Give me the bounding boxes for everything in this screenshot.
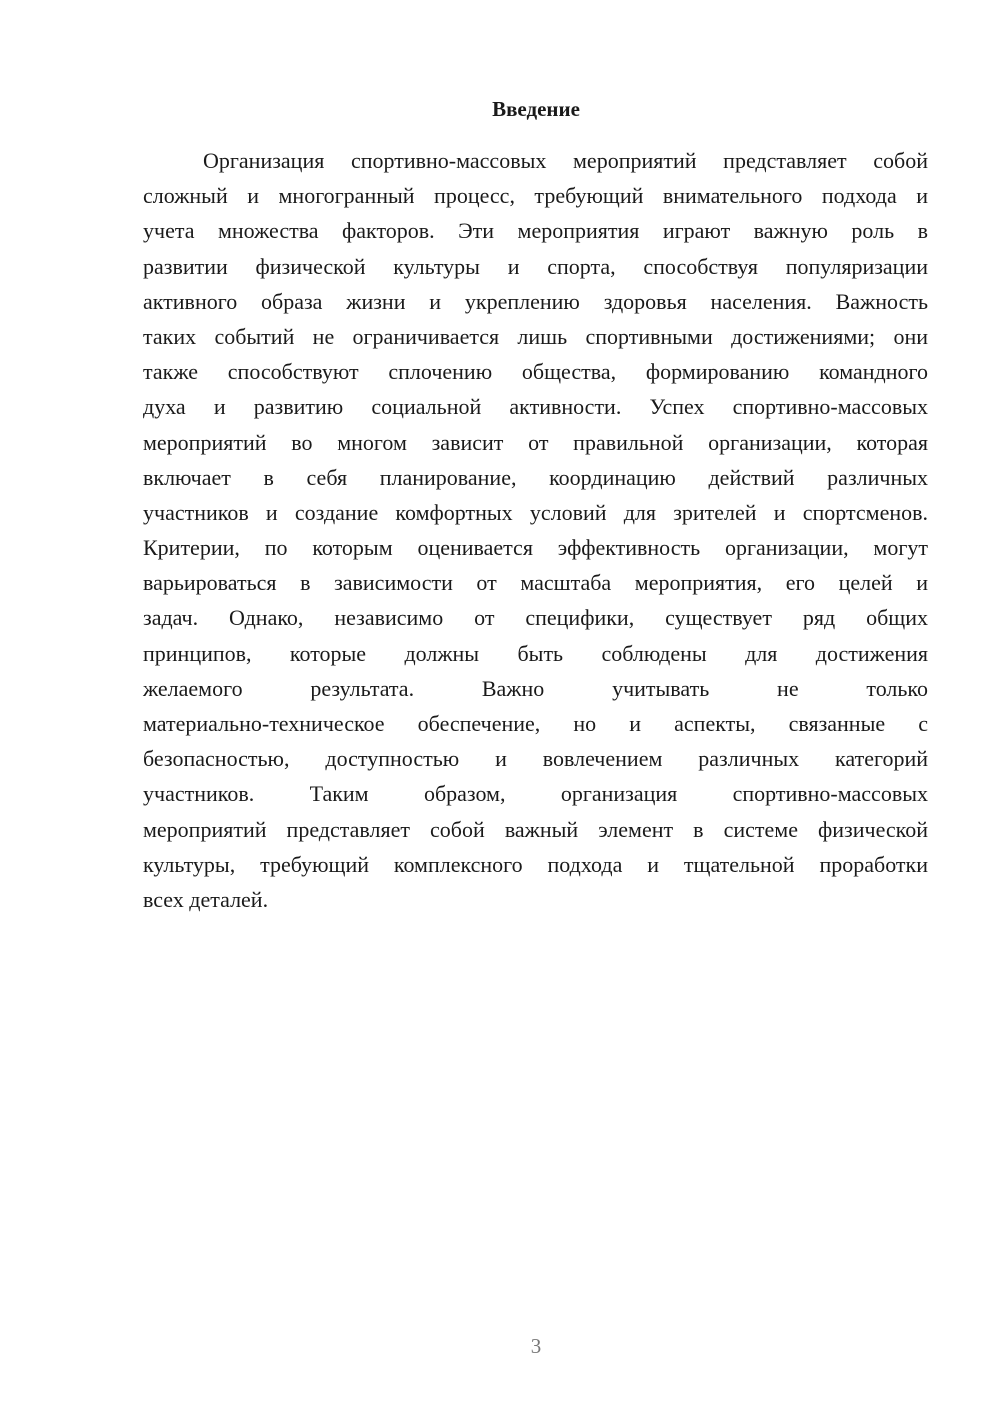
text-line: желаемого результата. Важно учитывать не только xyxy=(143,675,928,701)
text-line: также способствуют сплочению общества, формированию командного xyxy=(143,359,928,385)
text-line: материально-техническое обеспечение, но и аспекты, связанные с xyxy=(143,711,928,736)
text-line: безопасностью, доступностью и вовлечением различных категорий xyxy=(143,746,928,772)
text-line: Организация спортивно-массовых мероприятий представляет собой xyxy=(203,148,928,173)
text-line: духа и развитию социальной активности. Успех спортивно-массовых xyxy=(143,394,928,420)
text-line: сложный и многогранный процесс, требующий внимательного подхода и xyxy=(143,183,928,209)
text-line: активного образа жизни и укреплению здоровья населения. Важность xyxy=(143,288,928,314)
text-line: варьироваться в зависимости от масштаба мероприятия, его целей и xyxy=(143,570,928,596)
text-line: таких событий не ограничивается лишь спортивными достижениями; они xyxy=(143,323,928,349)
paragraph xyxy=(143,143,928,917)
text-line: включает в себя планирование, координацию действий различных xyxy=(143,464,928,490)
text-line: принципов, которые должны быть соблюдены для достижения xyxy=(143,640,928,666)
text-line: участников и создание комфортных условий для зрителей и спортсменов. xyxy=(143,499,928,525)
text-line: задач. Однако, независимо от специфики, существует ряд общих xyxy=(143,605,928,631)
text-line: Критерии, по которым оценивается эффективность организации, могут xyxy=(143,535,928,561)
text-line: учета множества факторов. Эти мероприятия играют важную роль в xyxy=(143,218,928,244)
text-line: мероприятий во многом зависит от правильной организации, которая xyxy=(143,429,928,455)
text-line: культуры, требующий комплексного подхода и тщательной проработки xyxy=(143,851,928,877)
page-number: 3 xyxy=(530,1334,542,1358)
text-line: всех деталей. xyxy=(143,886,269,912)
text-line: мероприятий представляет собой важный элемент в системе физической xyxy=(143,816,928,842)
text-line: участников. Таким образом, организация спортивно-массовых xyxy=(143,781,928,807)
section-heading: Введение xyxy=(492,97,580,121)
text-line: развитии физической культуры и спорта, способствуя популяризации xyxy=(143,253,928,279)
